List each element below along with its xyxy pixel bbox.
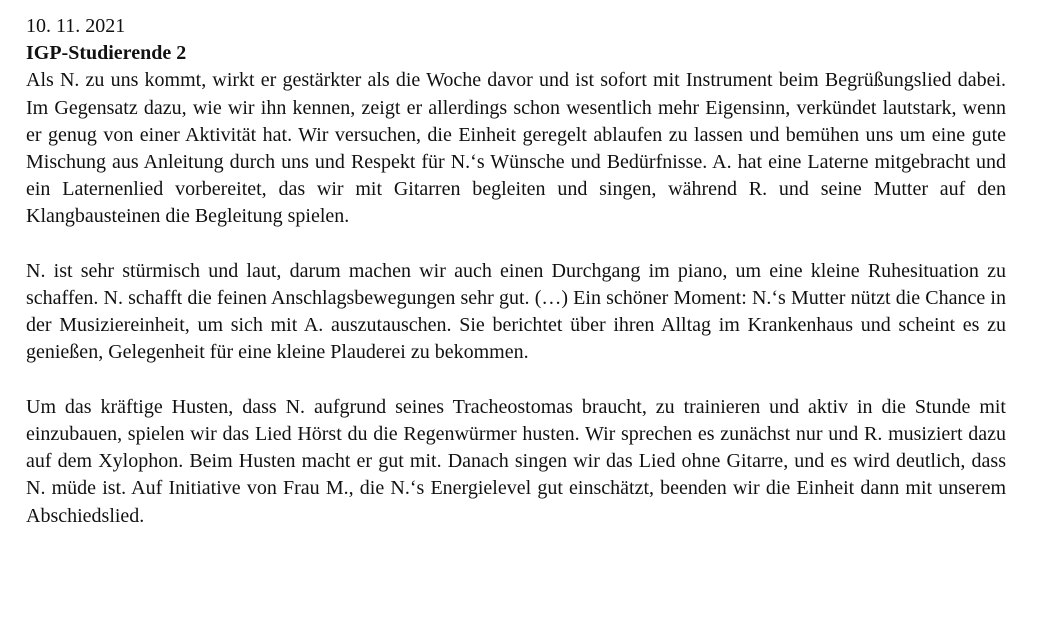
document-page [26, 13, 1006, 530]
paragraph-spacer [26, 367, 1006, 394]
document-date: 10. 11. 2021 [26, 15, 126, 37]
paragraph-2: N. ist sehr stürmisch und laut, darum machen wir auch einen Durchgang im piano, um eine kleine Ruhesituation zu schaffen. N. schafft die feinen Anschlagsbewegungen sehr gut. (…) Ein schöner Moment: N.‘s Mutter nützt die Chance in der Musiziereinheit, um sich mit A. auszutauschen. Sie berichtet über ihren Alltag im Krankenhaus und scheint es zu genießen, Gelegenheit für eine kleine Plauderei zu bekommen. [26, 259, 1006, 364]
paragraph-1: Als N. zu uns kommt, wirkt er gestärkter als die Woche davor und ist sofort mit Instrument beim Begrüßungslied dabei. Im Gegensatz dazu, wie wir ihn kennen, zeigt er allerdings schon wesentlich mehr Eigensinn, verkündet lautstark, wenn er genug von einer Aktivität hat. Wir versuchen, die Einheit geregelt ablaufen zu lassen und bemühen uns um eine gute Mischung aus Anleitung durch uns und Respekt für N.‘s Wünsche und Bedürfnisse. A. hat eine Laterne mitgebracht und ein Laternenlied vorbereitet, das wir mit Gitarren begleiten und singen, während R. und seine Mutter auf den Klangbausteinen die Begleitung spielen. [26, 69, 1006, 228]
paragraph-spacer [26, 231, 1006, 258]
document-heading: IGP-Studierende 2 [26, 42, 187, 65]
paragraph-3: Um das kräftige Husten, dass N. aufgrund seines Tracheostomas braucht, zu trainieren und aktiv in die Stunde mit einzubauen, spielen wir das Lied Hörst du die Regenwürmer husten. Wir sprechen es zunächst nur und R. musiziert dazu auf dem Xylophon. Beim Husten macht er gut mit. Danach singen wir das Lied ohne Gitarre, und es wird deutlich, dass N. müde ist. Auf Initiative von Frau M., die N.‘s Energielevel gut einschätzt, beenden wir die Einheit dann mit unserem Abschiedslied. [26, 395, 1006, 527]
